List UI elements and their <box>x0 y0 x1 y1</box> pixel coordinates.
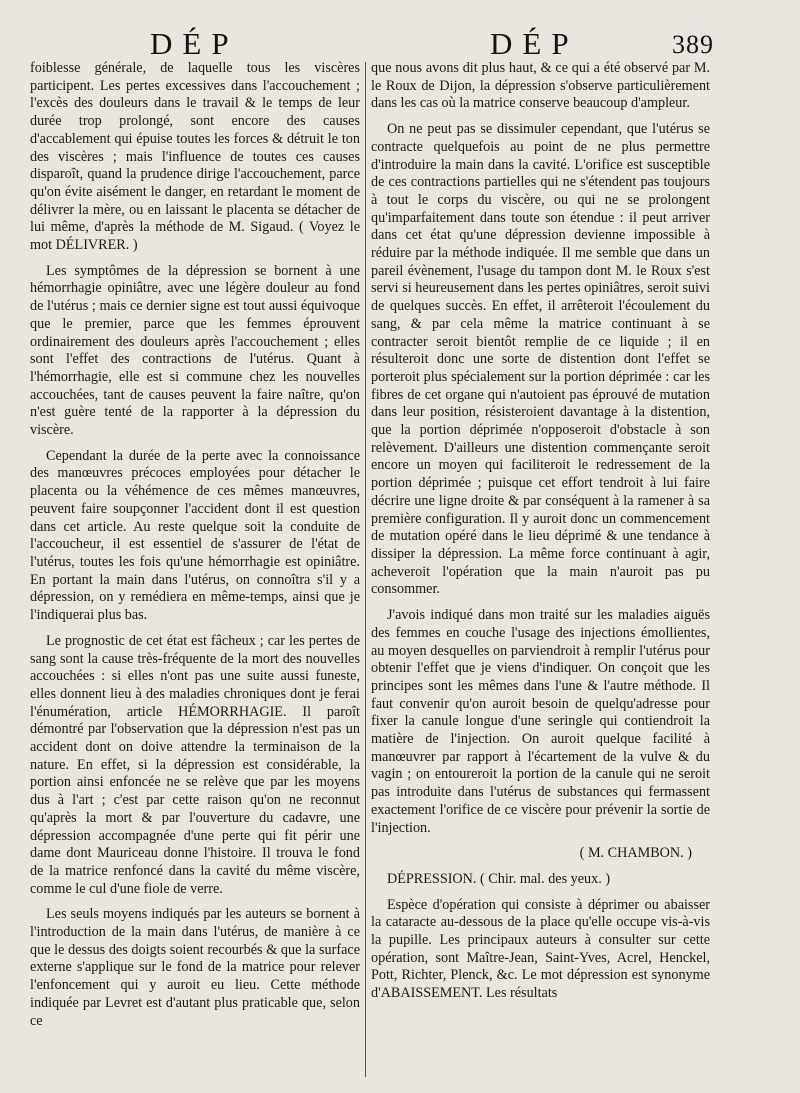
left-paragraph-3: Cependant la durée de la perte avec la connoissance des manœuvres précoces employées pour détacher le placenta ou la véhémence de ces mêmes manœuvres, peuvent faire soupçonner l'accident dont il est question dans cet article. Au reste quelque soit la conduite de l'accoucheur, il est essentiel de s'assurer de l'état de l'utérus, toutes les fois qu'une hémorrhagie est opiniâtre. En portant la main dans l'utérus, on connoîtra s'il y a dépression, on y remédiera en même-temps, ainsi que je l'indiquerai plus bas. <box>30 447 360 624</box>
left-paragraph-4: Le prognostic de cet état est fâcheux ; car les pertes de sang sont la cause très-fréquente de la mort des nouvelles accouchées : si elles n'ont pas une suite aussi funeste, elles donnent lieu à des maladies chroniques dont je ferai l'énumération, article HÉMORRHAGIE. Il paroît démontré par l'observation que la dépression n'est pas un accident dont on doive attendre la terminaison de la nature. En effet, si la dépression est considérable, la portion ainsi enfoncée ne se relève que par les moyens dus à l'art ; c'est par cette raison qu'on ne reconnut qu'après la mort & par l'ouverture du cadavre, une dépression accompagnée d'une perte qui fit périr une dame dont Mauriceau donne l'histoire. Il trouva le fond de la matrice renfoncé dans la cavité du même viscère, comme le cul d'une fiole de verre. <box>30 632 360 897</box>
right-paragraph-2: On ne peut pas se dissimuler cependant, que l'utérus se contracte quelquefois au point de ne plus permettre d'introduire la main dans la cavité. L'orifice est susceptible de ces contractions partielles qui ne s'étendent pas toujours à tout le corps du viscère, ou qui ne se prolongent qu'imparfaitement dans toute son étendue : il peut arriver dans cet état qu'une dépression devienne impossible à réduire par la méthode indiquée. Il me semble que dans un pareil évènement, l'usage du tampon dont M. le Roux s'est servi si heureusement dans les pertes opiniâtres, seroit suivi de quelques succès. En effet, il arrêteroit l'écoulement du sang, & par cela même la matrice continuant à se contracter seroit bientôt remplie de ce liquide ; il en résulteroit donc une sorte de distention dont l'effet se porteroit plus spécialement sur la portion déprimée : car les fibres de cet organe qui n'autoient pas éprouvé de mutation dans leur position, résisteroient davantage à la distention, que la portion déprimée n'opposeroit d'obstacle à son relèvement. D'ailleurs une distention commençante seroit encore un moyen qui faciliteroit le redressement de la portion déprimée ; puisque cet effort tendroit à lui faire décrire une ligne droite & par conséquent à la ramener à sa première configuration. Il y auroit donc un commencement de mutation opéré dans le lieu déprimé & une tendance à dissiper la dépression. La même force continuant à agir, acheveroit l'opération que la main n'auroit pas pu consommer. <box>371 121 710 598</box>
right-paragraph-1: que nous avons dit plus haut, & ce qui a été observé par M. le Roux de Dijon, la dépression s'observe particulièrement dans les cas où la matrice conserve beaucoup d'ampleur. <box>371 60 710 112</box>
left-column <box>30 60 360 1080</box>
header-center-title: DÉP <box>490 26 579 61</box>
header-left-title: DÉP <box>150 26 239 61</box>
right-paragraph-3: J'avois indiqué dans mon traité sur les maladies aiguës des femmes en couche l'usage des injections émollientes, au moyen desquelles on parviendroit à remplir l'utérus pour obtenir l'effet que je viens d'indiquer. On conçoit que les principes sont les mêmes dans l'une & l'autre méthode. Il faut convenir qu'on auroit besoin de quelqu'adresse pour fixer la canule longue d'une seringle qui contiendroit la matière de l'injection. On auroit quelque facilité à manœuvrer par rapport à l'écartement de la vulve & du vagin ; on entoureroit la portion de la canule qui ne seroit pas introduite dans l'utérus de substances qui fermassent exactement l'orifice de ce viscère pour prévenir la sortie de l'injection. <box>371 607 710 836</box>
left-paragraph-2: Les symptômes de la dépression se bornent à une hémorrhagie opiniâtre, avec une légère douleur au fond de l'utérus ; mais ce dernier signe est tout aussi équivoque que le premier, parce que les femmes éprouvent ordinairement des douleurs après l'accouchement ; elles sont l'effet des contractions de l'utérus. Quant à l'hémorrhagie, elle est si commune chez les nouvelles accouchées, tant de causes peuvent la faire naître, qu'on n'est guère tenté de la rapporter à la dépression du viscère. <box>30 262 360 439</box>
right-column <box>371 60 710 1080</box>
page-number: 389 <box>672 30 714 59</box>
right-paragraph-4: Espèce d'opération qui consiste à déprimer ou abaisser la cataracte au-dessous de la place qu'elle occupe vis-à-vis la pupille. Les principaux auteurs à consulter sur cette opération, sont Maître-Jean, Saint-Yves, Acrel, Henckel, Pott, Richter, Plenck, &c. Le mot dépression est synonyme d'ABAISSEMENT. Les résultats <box>371 896 710 1002</box>
author-signature: ( M. CHAMBON. ) <box>579 845 692 862</box>
article-heading: DÉPRESSION. ( Chir. mal. des yeux. ) <box>387 870 611 887</box>
column-divider <box>365 62 366 1077</box>
left-paragraph-1: foiblesse générale, de laquelle tous les viscères participent. Les pertes excessives dans l'accouchement ; l'excès des douleurs dans le travail & le temps de leur durée trop prolongé, sont encore des causes d'accablement qui épuise toutes les forces & détruit le ton des viscères ; mais l'influence de toutes ces causes disparoît, quand la prudence dirige l'accouchement, parce qu'on évite aisément le danger, en retardant le moment de délivrer la mère, ou en laissant le placenta se détacher de lui même, d'après la méthode de M. Sigaud. ( Voyez le mot DÉLIVRER. ) <box>30 60 360 254</box>
left-paragraph-5: Les seuls moyens indiqués par les auteurs se bornent à l'introduction de la main dans l'utérus, de manière à ce que le dessus des doigts soient recourbés & que la surface externe s'applique sur le fond de la matrice pour relever l'enfoncement qui y auroit eu lieu. Cette méthode indiquée par Levret est d'autant plus praticable que, selon ce <box>30 906 360 1029</box>
